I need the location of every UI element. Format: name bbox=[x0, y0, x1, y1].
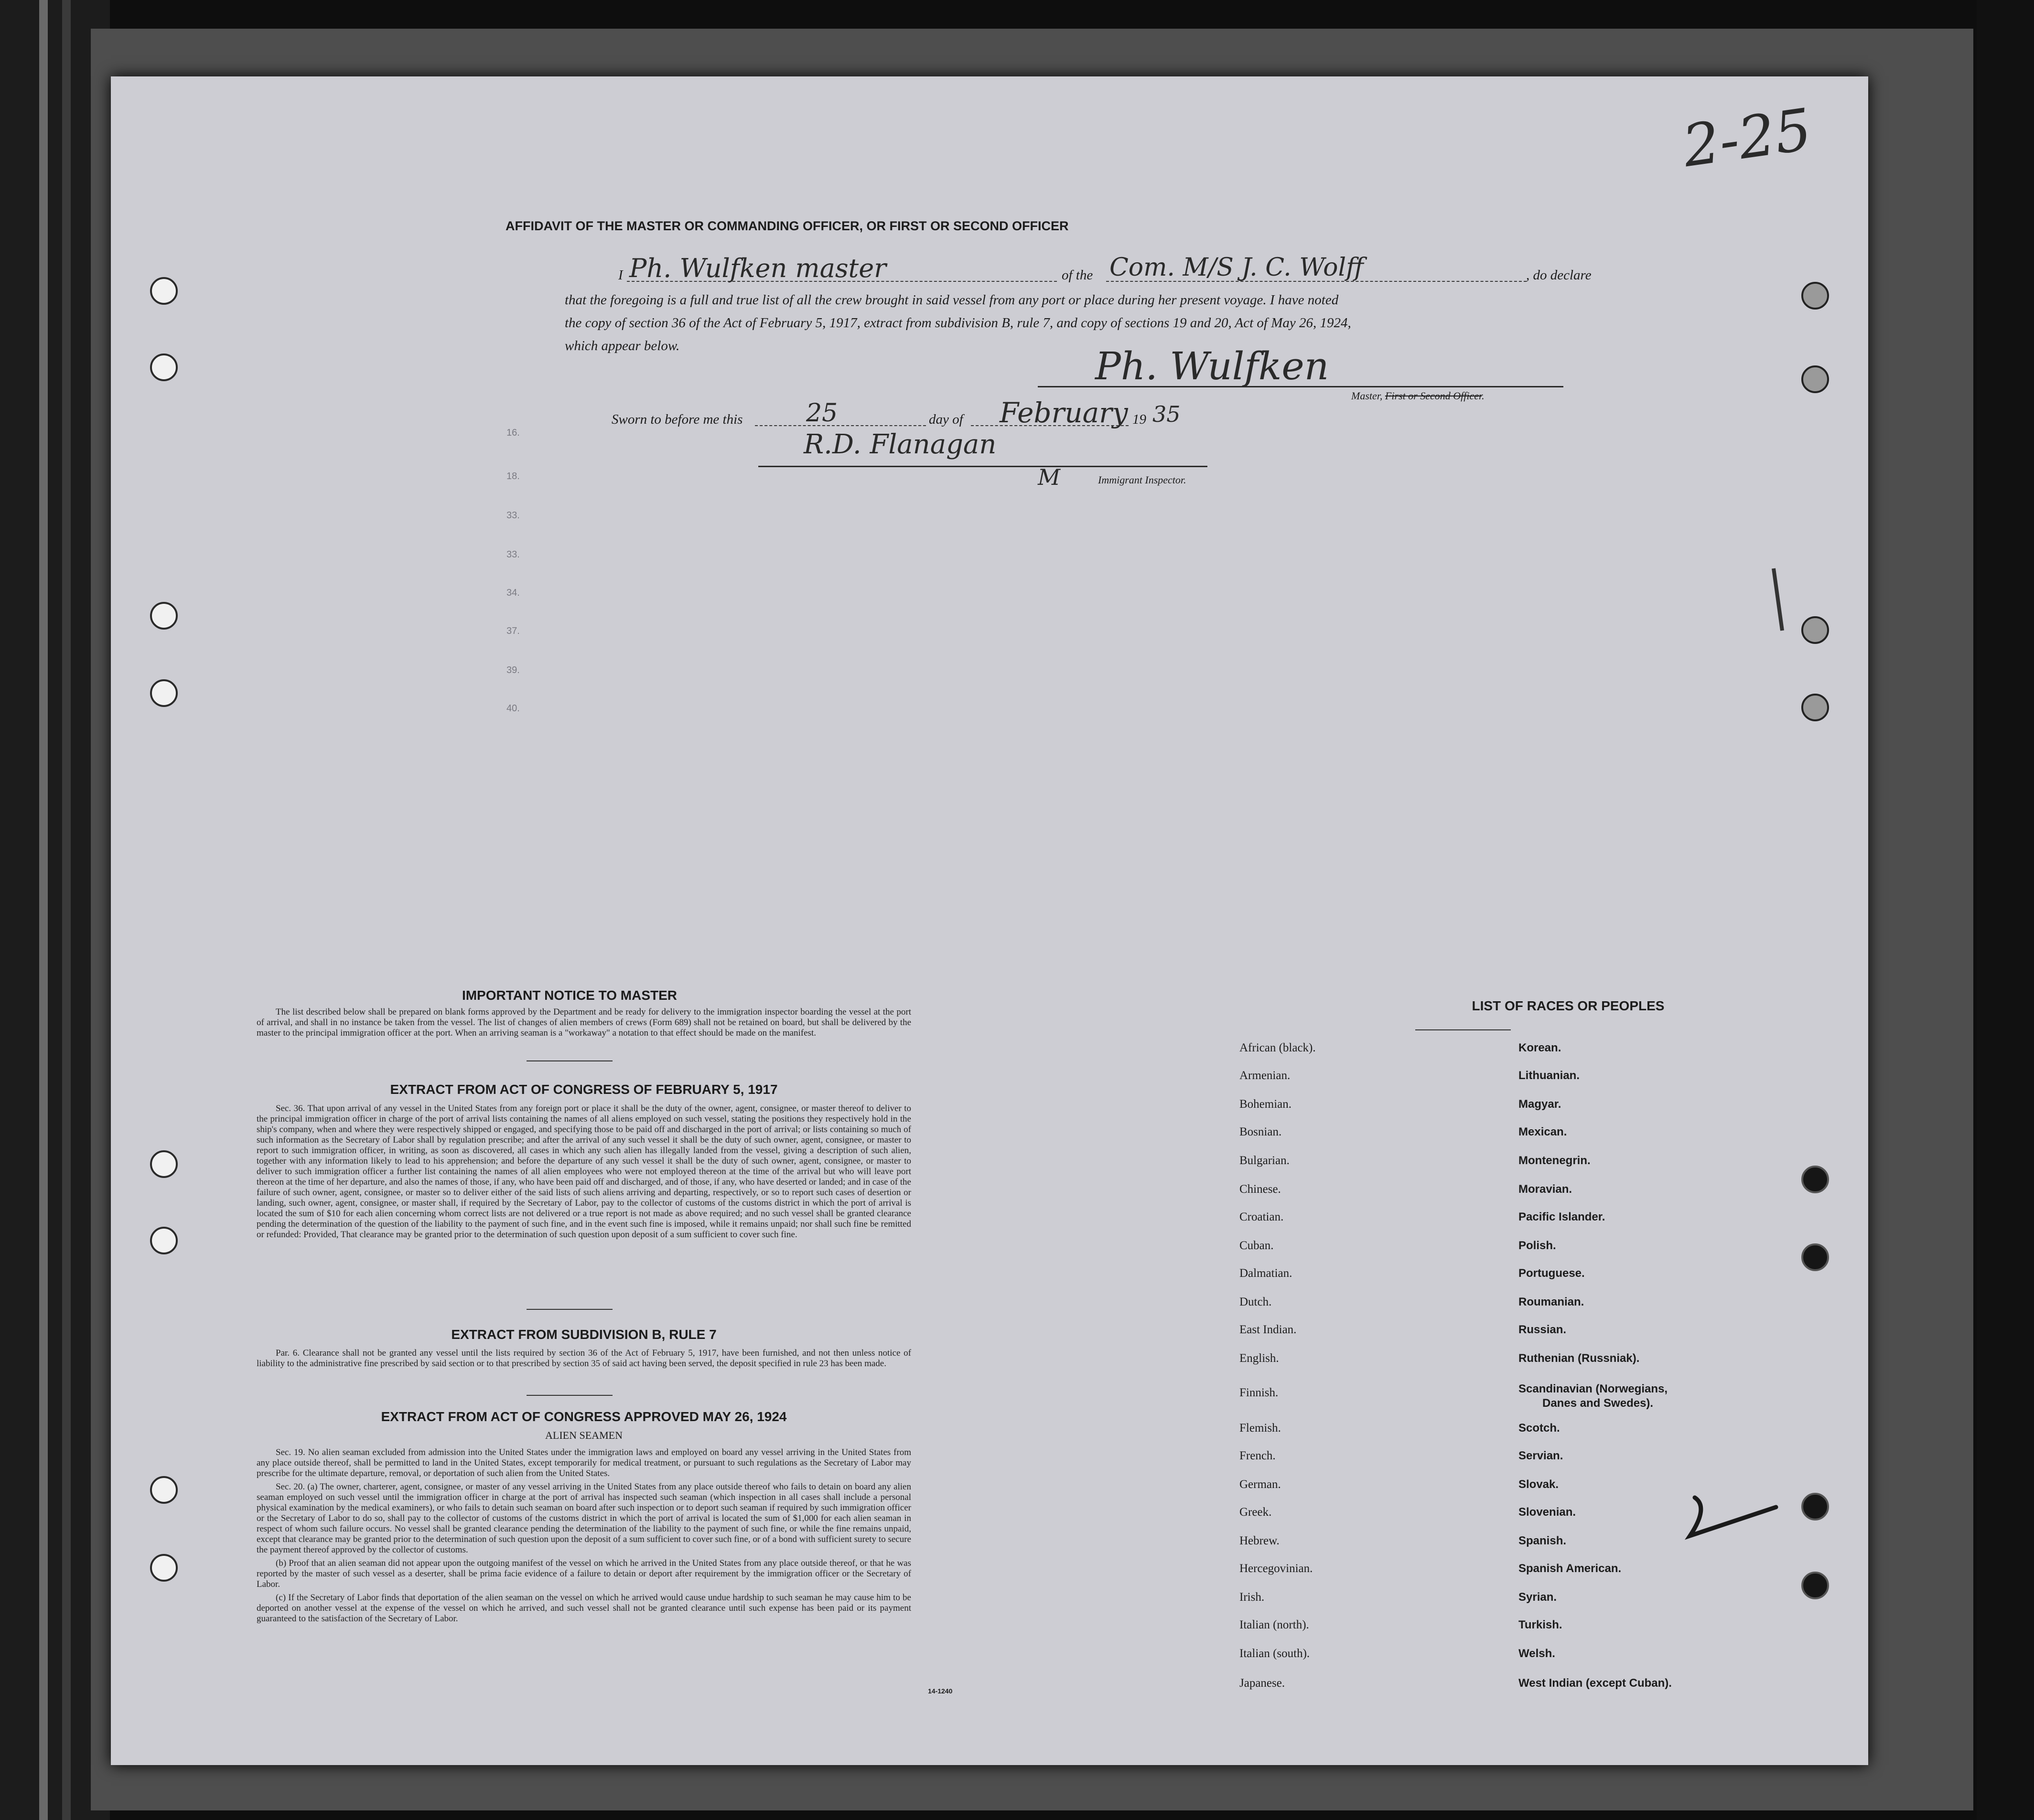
bleed-through: 33. bbox=[506, 510, 520, 521]
punch-hole bbox=[150, 353, 178, 381]
signature-line bbox=[1038, 386, 1563, 387]
punch-hole bbox=[1801, 282, 1829, 310]
race-item: Magyar. bbox=[1518, 1098, 1561, 1111]
race-item: Armenian. bbox=[1239, 1069, 1291, 1082]
race-item: Croatian. bbox=[1239, 1210, 1284, 1223]
race-item: West Indian (except Cuban). bbox=[1518, 1677, 1672, 1690]
extract-1924-heading: EXTRACT FROM ACT OF CONGRESS APPROVED MAY 26, 1924 bbox=[381, 1409, 787, 1424]
race-item: Portuguese. bbox=[1518, 1267, 1585, 1280]
race-item: Spanish American. bbox=[1518, 1562, 1622, 1575]
race-item: French. bbox=[1239, 1449, 1276, 1462]
i-label: I bbox=[618, 268, 623, 283]
race-item: Greek. bbox=[1239, 1506, 1272, 1519]
race-item: Pacific Islander. bbox=[1518, 1210, 1605, 1223]
race-item: Dalmatian. bbox=[1239, 1267, 1292, 1280]
race-item: Russian. bbox=[1518, 1323, 1567, 1336]
inspector-caption: Immigrant Inspector. bbox=[1098, 474, 1186, 486]
punch-hole bbox=[150, 1227, 178, 1254]
divider bbox=[1415, 1029, 1511, 1030]
race-item: Moravian. bbox=[1518, 1183, 1572, 1196]
binder-strip bbox=[39, 0, 48, 1820]
divider bbox=[527, 1395, 613, 1396]
affidavit-title: AFFIDAVIT OF THE MASTER OR COMMANDING OFFICER, OR FIRST OR SECOND OFFICER bbox=[506, 219, 1069, 233]
race-item: English. bbox=[1239, 1352, 1279, 1365]
divider bbox=[527, 1309, 613, 1310]
of-the-label: of the bbox=[1062, 268, 1093, 283]
race-item: Italian (north). bbox=[1239, 1618, 1309, 1631]
race-item: Danes and Swedes). bbox=[1542, 1397, 1654, 1410]
notice-heading: IMPORTANT NOTICE TO MASTER bbox=[462, 988, 678, 1003]
race-item: Bulgarian. bbox=[1239, 1154, 1290, 1167]
race-item: Lithuanian. bbox=[1518, 1069, 1580, 1082]
bleed-through: 40. bbox=[506, 703, 520, 714]
bleed-through: 18. bbox=[506, 471, 520, 482]
extract-1917-heading: EXTRACT FROM ACT OF CONGRESS OF FEBRUARY 5, 1917 bbox=[390, 1082, 778, 1097]
punch-hole bbox=[150, 602, 178, 630]
punch-hole bbox=[1801, 616, 1829, 644]
sworn-month-handwriting: February bbox=[1000, 396, 1128, 429]
race-item: Irish. bbox=[1239, 1591, 1265, 1604]
affidavit-line-1: that the foregoing is a full and true list of all the crew brought in said vessel from any port or place during her present voyage. I have noted bbox=[565, 292, 1339, 308]
bleed-through: 16. bbox=[506, 428, 520, 438]
punch-hole bbox=[1801, 1493, 1829, 1520]
race-item: African (black). bbox=[1239, 1041, 1316, 1054]
punch-hole bbox=[150, 1150, 178, 1178]
race-item: Chinese. bbox=[1239, 1183, 1281, 1196]
notice-text: The list described below shall be prepared on blank forms approved by the Department and be ready for delivery to the immigration inspector boarding the vessel at the port of arrival, and shall in no instance be taken from the vessel. The list of changes of alien members of crews (Form 689) shall not be retained on board, but shall be delivered by the master to the principal immigration officer at the port. When an arriving seaman is a "workaway" a notation to that effect should be made on the manifest. bbox=[257, 1007, 911, 1038]
race-item: Slovenian. bbox=[1518, 1506, 1576, 1519]
corner-note: 2-25 bbox=[1679, 96, 1816, 181]
master-name-handwriting: Ph. Wulfken master bbox=[629, 253, 886, 283]
race-item: East Indian. bbox=[1239, 1323, 1297, 1336]
race-item: Scotch. bbox=[1518, 1422, 1560, 1435]
punch-hole bbox=[1801, 1572, 1829, 1599]
race-item: Ruthenian (Russniak). bbox=[1518, 1352, 1640, 1365]
pencil-check-icon bbox=[1676, 1488, 1790, 1545]
sworn-year-handwriting: 35 bbox=[1152, 401, 1181, 427]
form-number: 14-1240 bbox=[928, 1687, 953, 1695]
extract-1924-text: Sec. 19. No alien seaman excluded from admission into the United States under the immigration laws and employed on board any vessel arriving in the United States from any place outside thereof, shall be permitted to land in the United States, except temporarily for medical treatment, or pursuant to such regulations as the Secretary of Labor may prescribe for the ultimate departure, removal, or deportation of such alien from the United States. Sec. 20. (a) The owner, charterer, agent, consignee, or master of any vessel arriving in the United States from any place outside thereof who fails to detain on board any alien seaman employed on such vessel until the immigration officer in charge at the port of arrival has inspected such seaman (which inspection in all cases shall include a personal physical examination by the medical examiners), or who fails to detain such seaman on board after such inspection or to deport such seaman if required by such immigration officer or the Secretary of Labor to do so, shall pay to the collector of customs of the customs district in which the port of arrival is located the sum of $1,000 for each alien seaman in respect of whom such failure occurs. No vessel shall be granted clearance pending the determination of the liability to the payment of such fine, or while the fine remains unpaid, except that clearance may be granted prior to the determination of such question upon the deposit of a sum sufficient to cover such fine, or of a bond with sufficient surety to secure the payment thereof approved by the collector of customs. (b) Proof that an alien seaman did not appear upon the outgoing manifest of the vessel on which he arrived in the United States from any place outside thereof, or that he was reported by the master of such vessel as a deserter, shall be prima facie evidence of a failure to detain or deport after requirement by the immigration officer or the Secretary of Labor. (c) If the Secretary of Labor finds that deportation of the alien seaman on the vessel on which he arrived would cause undue hardship to such seaman he may cause him to be deported on another vessel at the expense of the vessel on which he arrived, and such vessel shall not be granted clearance until such expense has been paid or its payment guaranteed to the satisfaction of the Secretary of Labor. bbox=[257, 1447, 911, 1624]
extract-1917-text: Sec. 36. That upon arrival of any vessel in the United States from any foreign port or place it shall be the duty of the owner, agent, consignee, or master thereof to deliver to the principal immigration officer in charge of the port of arrival lists containing the names of all aliens employed on such vessel, stating the positions they respectively hold in the ship's company, when and where they were respectively shipped or engaged, and specifying those to be paid off and discharged in the port of arrival; or lists containing so much of such information as the Secretary of Labor shall by regulation prescribe; and after the arrival of any such vessel it shall be the duty of such owner, agent, consignee, or master to report to such immigration officer, in writing, as soon as discovered, all cases in which any such alien has illegally landed from the vessel, giving a description of such alien, together with any information likely to lead to his apprehension; and before the departure of any such vessel it shall be the duty of such owner, agent, consignee, or master to deliver to such immigration officer a further list containing the names of all alien employees who were not employed thereon at the time of the arrival but who will leave port thereon at the time of her departure, and also the names of those, if any, who have been paid off and discharged, and of those, if any, who have deserted or landed; and in case of the failure of such owner, agent, consignee, or master so to deliver either of the said lists of such aliens arriving and departing, respectively, or so to report such cases of desertion or landing, such owner, agent, consignee, or master shall, if required by the Secretary of Labor, pay to the collector of customs of the customs district in which the port of arrival is located the sum of $10 for each alien concerning whom correct lists are not delivered or a true report is not made as above required; and no such vessel shall be granted clearance pending the determination of the question of the liability to the payment of such fine, and in the event such fine is imposed, while it remains unpaid; nor shall such fine be remitted or refunded: Provided, That clearance may be granted prior to the determination of such question upon deposit of a sum sufficient to cover such fine. bbox=[257, 1103, 911, 1240]
punch-hole bbox=[150, 1476, 178, 1504]
day-of-label: day of bbox=[929, 412, 963, 427]
inspector-initials: M bbox=[1038, 464, 1061, 490]
punch-hole bbox=[150, 1554, 178, 1582]
race-item: Finnish. bbox=[1239, 1386, 1279, 1399]
race-item: Spanish. bbox=[1518, 1534, 1567, 1547]
race-item: Korean. bbox=[1518, 1041, 1561, 1054]
punch-hole bbox=[150, 679, 178, 707]
pencil-mark-icon bbox=[1774, 568, 1783, 578]
affidavit-line-3: which appear below. bbox=[565, 338, 680, 353]
year-prefix: 19 bbox=[1132, 412, 1146, 427]
race-item: German. bbox=[1239, 1478, 1281, 1491]
sworn-day-handwriting: 25 bbox=[806, 399, 838, 428]
frame-edge bbox=[1977, 0, 2034, 1820]
race-item: Bosnian. bbox=[1239, 1125, 1282, 1138]
race-item: Syrian. bbox=[1518, 1591, 1557, 1604]
inspector-signature: R.D. Flanagan bbox=[804, 429, 997, 460]
declare-label: , do declare bbox=[1526, 268, 1592, 283]
race-item: Bohemian. bbox=[1239, 1098, 1292, 1111]
vessel-name-handwriting: Com. M/S J. C. Wolff bbox=[1109, 253, 1364, 282]
inspector-line bbox=[758, 466, 1207, 467]
race-item: Flemish. bbox=[1239, 1422, 1281, 1435]
race-item: Cuban. bbox=[1239, 1239, 1274, 1252]
sworn-label: Sworn to before me this bbox=[612, 412, 743, 427]
race-item: Polish. bbox=[1518, 1239, 1556, 1252]
race-item: Hercegovinian. bbox=[1239, 1562, 1313, 1575]
race-item: Welsh. bbox=[1518, 1647, 1555, 1660]
race-item: Japanese. bbox=[1239, 1677, 1285, 1690]
race-item: Servian. bbox=[1518, 1449, 1563, 1462]
bleed-through: 37. bbox=[506, 626, 520, 636]
punch-hole bbox=[1801, 365, 1829, 393]
punch-hole bbox=[1801, 1243, 1829, 1271]
race-item: Italian (south). bbox=[1239, 1647, 1310, 1660]
alien-seamen-subheading: ALIEN SEAMEN bbox=[545, 1429, 623, 1441]
race-item: Mexican. bbox=[1518, 1125, 1567, 1138]
affidavit-line-2: the copy of section 36 of the Act of February 5, 1917, extract from subdivision B, rule 7, and copy of sections 19 and 20, Act of May 26, 1924, bbox=[565, 315, 1351, 331]
punch-hole bbox=[1801, 694, 1829, 721]
punch-hole bbox=[1801, 1166, 1829, 1193]
sworn-day-line bbox=[755, 425, 926, 426]
race-item: Turkish. bbox=[1518, 1618, 1562, 1631]
race-item: Dutch. bbox=[1239, 1295, 1272, 1308]
race-item: Slovak. bbox=[1518, 1478, 1559, 1491]
race-item: Montenegrin. bbox=[1518, 1154, 1591, 1167]
officer-caption: Master, First or Second Officer. bbox=[1351, 390, 1485, 402]
bleed-through: 33. bbox=[506, 549, 520, 560]
rule-7-text: Par. 6. Clearance shall not be granted any vessel until the lists required by section 36 of the Act of February 5, 1917, have been furnished, and not then unless notice of liability to the administrative fine prescribed by said section or to that prescribed by section 35 of said act having been served, the deposit specified in rule 23 has been made. bbox=[257, 1348, 911, 1369]
rule-7-heading: EXTRACT FROM SUBDIVISION B, RULE 7 bbox=[451, 1327, 717, 1342]
bleed-through: 34. bbox=[506, 588, 520, 598]
divider bbox=[527, 1060, 613, 1061]
binder-strip bbox=[62, 0, 71, 1820]
race-item: Roumanian. bbox=[1518, 1295, 1584, 1308]
race-item: Scandinavian (Norwegians, bbox=[1518, 1382, 1668, 1395]
punch-hole bbox=[150, 277, 178, 305]
master-signature: Ph. Wulfken bbox=[1095, 344, 1329, 388]
race-item: Hebrew. bbox=[1239, 1534, 1280, 1547]
races-heading: LIST OF RACES OR PEOPLES bbox=[1472, 998, 1665, 1013]
manifest-page bbox=[111, 76, 1868, 1765]
bleed-through: 39. bbox=[506, 665, 520, 675]
